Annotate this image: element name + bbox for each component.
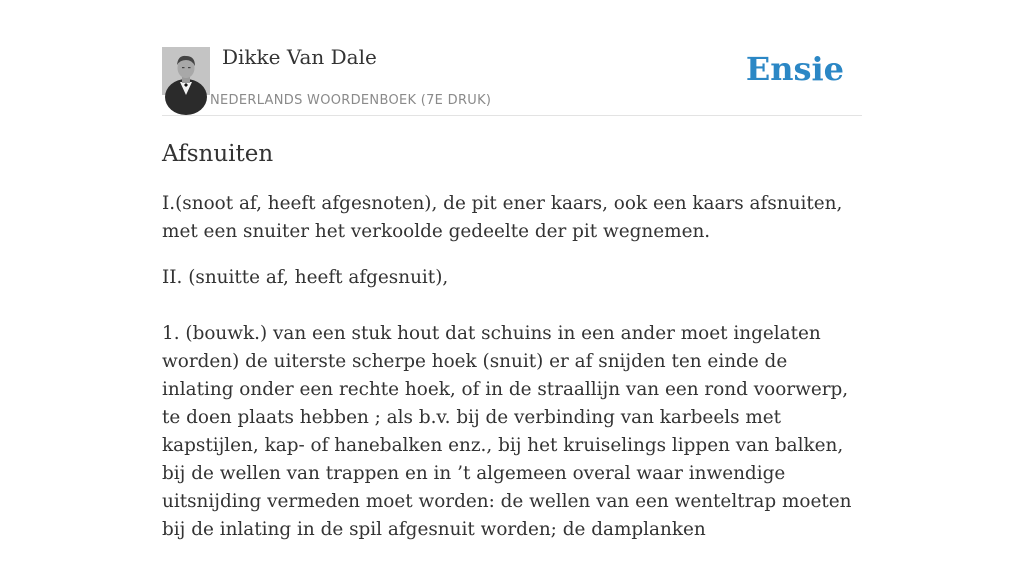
portrait-image xyxy=(162,47,210,95)
definition-paragraph: II. (snuitte af, heeft afgesnuit), xyxy=(162,267,449,288)
entry-body xyxy=(162,190,864,544)
author-name[interactable]: Dikke Van Dale xyxy=(222,45,377,69)
source-label[interactable]: NEDERLANDS WOORDENBOEK (7E DRUK) xyxy=(210,93,492,108)
definition-paragraph: 1. (bouwk.) van een stuk hout dat schuins in een ander moet ingelaten worden) de uiterste scherpe hoek (snuit) er af snijden ten einde de inlating onder een rechte hoek, of in de straallijn van een rond voorwerp, te doen plaats hebben ; als b.v. bij de verbinding van karbeels met kapstijlen, kap- of hanebalken enz., bij het kruiselings lippen van balken, bij de wellen van trappen en in ’t algemeen overal waar inwendige uitsnijding vermeden moet worden: de wellen van een wenteltrap moeten bij de inlating in de spil afgesnuit worden; de damplanken xyxy=(162,323,852,540)
entry-title: Afsnuiten xyxy=(162,141,274,167)
entry-header xyxy=(162,44,862,116)
brand-logo[interactable]: Ensie xyxy=(745,50,844,88)
definition-paragraph: I.(snoot af, heeft afgesnoten), de pit ener kaars, ook een kaars afsnuiten, met een snuiter het verkoolde gedeelte der pit wegnemen. xyxy=(162,193,843,242)
author-avatar[interactable] xyxy=(162,47,210,95)
entry-content xyxy=(162,138,864,562)
